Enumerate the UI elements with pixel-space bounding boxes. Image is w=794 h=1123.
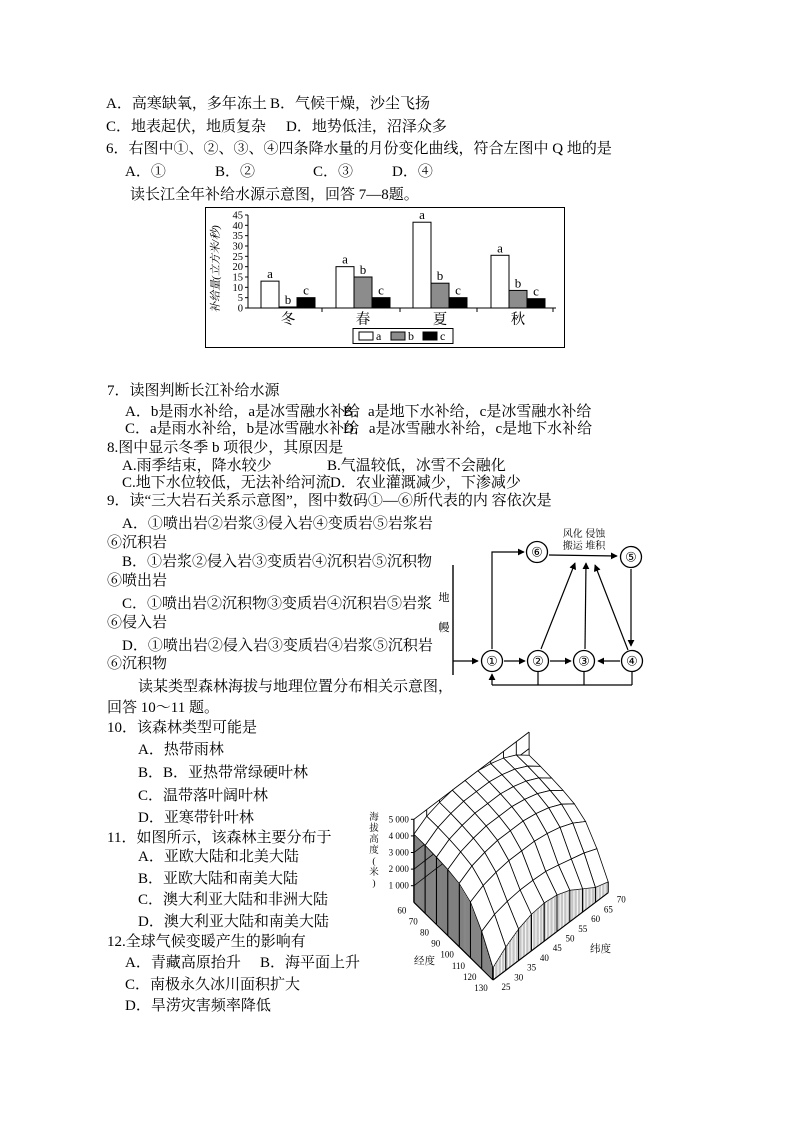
q6-option-c: C．③ xyxy=(313,164,354,180)
z-axis-label: 米 xyxy=(369,868,379,878)
z-tick-label: 5 000 xyxy=(388,814,409,825)
q7-option-c: C．a是雨水补给，b是冰雪融水补给 xyxy=(125,421,360,437)
bar-c xyxy=(449,298,467,308)
forest-elevation-surface-chart xyxy=(362,712,632,1012)
q8-stem: 8.图中显示冬季 b 项很少，其原因是 xyxy=(107,440,344,456)
y-tick-label: 35 xyxy=(527,962,537,973)
bar-label: c xyxy=(303,282,309,298)
rock-node-number: ② xyxy=(532,653,544,669)
q5-option-b: B．气候干燥，沙尘飞扬 xyxy=(270,96,431,112)
z-axis-label: 海 xyxy=(369,813,379,823)
z-axis-label: ) xyxy=(372,879,376,889)
y-tick-label: 40 xyxy=(539,952,549,963)
legend-label: a xyxy=(376,329,382,343)
q10-option-a: A．热带雨林 xyxy=(138,742,224,758)
q11-option-d: D．澳大利亚大陆和南美大陆 xyxy=(138,914,329,930)
q9-stem: 9．读“三大岩石关系示意图”，图中数码①—⑥所代表的内 容依次是 xyxy=(107,493,552,509)
bar-label: a xyxy=(342,251,348,267)
x-category-label: 春 xyxy=(355,312,371,328)
bar-label: b xyxy=(359,261,367,277)
rock-node-number: ③ xyxy=(578,653,590,669)
legend-label: c xyxy=(440,329,446,343)
x-tick-label: 90 xyxy=(431,938,441,949)
bar-a xyxy=(261,281,279,308)
y-tick-label: 10 xyxy=(232,282,243,294)
x-category-label: 冬 xyxy=(280,312,296,328)
q6-option-d: D．④ xyxy=(392,164,433,180)
y-tick-label: 0 xyxy=(237,303,243,315)
x-tick-label: 70 xyxy=(408,916,418,927)
bar-label: a xyxy=(419,207,425,223)
process-label-1: 风化 侵蚀 xyxy=(562,529,606,540)
q8-option-b: B.气温较低，冰雪不会融化 xyxy=(327,458,506,474)
x-tick-label: 80 xyxy=(420,927,429,938)
x-category-label: 夏 xyxy=(432,312,448,328)
bar-b xyxy=(509,290,527,308)
legend-swatch-b xyxy=(391,332,405,340)
river-recharge-bar-chart xyxy=(205,207,565,348)
y-tick-label: 25 xyxy=(232,251,243,263)
q11-option-b: B．亚欧大陆和南美大陆 xyxy=(138,871,299,887)
q12-option-c: C．南极永久冰川面积扩大 xyxy=(125,977,301,993)
mantle-label: 幔 xyxy=(438,622,450,634)
bar-b xyxy=(431,283,449,308)
rock-node-number: ④ xyxy=(626,653,638,669)
bar-label: c xyxy=(533,283,539,299)
bar-label: b xyxy=(284,291,292,307)
rock-node-number: ⑥ xyxy=(531,544,543,560)
q9-option-d-line2: ⑥沉积物 xyxy=(107,656,168,672)
z-axis-label: ( xyxy=(372,857,376,867)
y-axis-label: 纬度 xyxy=(590,944,611,955)
bar-label: a xyxy=(267,266,273,282)
y-tick-label: 30 xyxy=(514,972,524,983)
q9-option-d-line1: D．①喷出岩②侵入岩③变质岩④岩浆⑤沉积岩 xyxy=(122,638,433,654)
y-tick-label: 45 xyxy=(232,210,243,222)
q7-option-b: B．a是地下水补给，c是冰雪融水补给 xyxy=(343,404,592,420)
q7-option-d: D．a是冰雪融水补给，c是地下水补给 xyxy=(343,421,593,437)
bar-label: b xyxy=(514,275,522,291)
process-label-2: 搬运 堆积 xyxy=(562,541,606,552)
q11-stem: 11．如图所示，该森林主要分布于 xyxy=(107,830,332,846)
y-tick-label: 5 xyxy=(237,293,243,305)
y-tick-label: 40 xyxy=(232,220,243,232)
z-tick-label: 3 000 xyxy=(388,847,409,858)
y-tick-label: 60 xyxy=(591,914,601,925)
q12-stem: 12.全球气候变暖产生的影响有 xyxy=(107,934,306,950)
q7-8-intro: 读长江全年补给水源示意图，回答 7—8题。 xyxy=(130,187,419,203)
q10-option-c: C．温带落叶阔叶林 xyxy=(138,788,269,804)
q6-option-b: B．② xyxy=(215,164,256,180)
y-tick-label: 65 xyxy=(603,904,613,915)
q12-option-b: B．海平面上升 xyxy=(260,955,361,971)
z-axis-label: 拔 xyxy=(369,824,379,834)
x-category-label: 秋 xyxy=(510,312,526,328)
legend-swatch-a xyxy=(359,332,373,340)
q7-option-a: A．b是雨水补给，a是冰雪融水补给 xyxy=(125,404,360,420)
z-tick-label: 1 000 xyxy=(388,880,409,891)
q6-stem: 6．右图中①、②、③、④四条降水量的月份变化曲线，符合左图中 Q 地的是 xyxy=(106,141,612,157)
bar-label: c xyxy=(455,282,461,298)
q5-option-a: A．高寒缺氧，多年冻土 xyxy=(106,96,267,112)
y-tick-label: 50 xyxy=(565,933,575,944)
q8-option-d: D．农业灌溉减少，下渗减少 xyxy=(330,475,521,491)
bar-a xyxy=(413,222,431,308)
y-axis-label: 补给量(立方米/秒) xyxy=(210,225,222,313)
bar-c xyxy=(297,298,315,308)
q10-stem: 10．该森林类型可能是 xyxy=(107,720,258,736)
z-tick-label: 4 000 xyxy=(388,830,409,841)
arrow-1-to-6 xyxy=(492,552,524,649)
bar-a xyxy=(491,255,509,308)
y-tick-label: 30 xyxy=(232,241,243,253)
surface-chart-svg xyxy=(362,712,632,1012)
q12-option-d: D．旱涝灾害频率降低 xyxy=(125,998,271,1014)
y-tick-label: 25 xyxy=(501,982,511,992)
q9-option-b-line2: ⑥喷出岩 xyxy=(107,573,168,589)
legend-label: b xyxy=(408,329,414,343)
bar-b xyxy=(354,277,372,308)
bar-c xyxy=(527,299,545,308)
x-tick-label: 120 xyxy=(462,971,477,982)
z-axis-label: 高 xyxy=(369,835,379,845)
y-tick-label: 45 xyxy=(552,943,562,954)
q10-option-d: D．亚寒带针叶林 xyxy=(138,810,254,826)
z-tick-label: 2 000 xyxy=(388,864,409,875)
q9-option-a-line1: A．①喷出岩②岩浆③侵入岩④变质岩⑤岩浆岩 xyxy=(122,516,433,532)
q5-option-c: C．地表起伏，地质复杂 xyxy=(106,119,267,135)
y-tick-label: 35 xyxy=(232,231,243,243)
x-tick-label: 130 xyxy=(474,983,488,993)
q8-option-c: C.地下水位较低，无法补给河流 xyxy=(122,475,331,491)
y-tick-label: 20 xyxy=(232,262,243,274)
x-tick-label: 110 xyxy=(451,960,465,971)
rock-node-number: ① xyxy=(486,653,498,669)
q9-option-c-line2: ⑥侵入岩 xyxy=(107,615,168,631)
q11-option-c: C．澳大利亚大陆和非洲大陆 xyxy=(138,892,329,908)
q7-stem: 7．读图判断长江补给水源 xyxy=(107,383,280,399)
rock-node-number: ⑤ xyxy=(625,549,637,565)
q6-option-a: A．① xyxy=(125,164,166,180)
bar-b xyxy=(279,307,297,308)
y-tick-label: 55 xyxy=(578,923,588,934)
bar-a xyxy=(336,267,354,308)
q8-option-a: A.雨季结束，降水较少 xyxy=(122,458,272,474)
q11-option-a: A．亚欧大陆和北美大陆 xyxy=(138,849,299,865)
x-tick-label: 100 xyxy=(440,949,454,960)
q12-option-a: A．青藏高原抬升 xyxy=(125,955,241,971)
bar-label: c xyxy=(378,282,384,298)
forest-intro-line1: 读某类型森林海拔与地理位置分布相关示意图， xyxy=(138,679,454,695)
y-tick-label: 70 xyxy=(616,894,626,905)
q10-option-b: B．B．亚热带常绿硬叶林 xyxy=(138,765,309,781)
forest-intro-line2: 回答 10～11 题。 xyxy=(107,700,219,716)
bar-c xyxy=(372,298,390,308)
bar-label: b xyxy=(436,268,444,284)
mantle-label: 地 xyxy=(438,592,450,604)
legend-swatch-c xyxy=(423,332,437,340)
q5-option-d: D．地势低洼，沼泽众多 xyxy=(286,119,447,135)
x-axis-label: 经度 xyxy=(414,956,435,967)
bar-label: a xyxy=(497,240,503,256)
y-tick-label: 15 xyxy=(232,272,243,284)
q9-option-a-line2: ⑥沉积岩 xyxy=(107,535,168,551)
q9-option-c-line1: C．①喷出岩②沉积物③变质岩④沉积岩⑤岩浆 xyxy=(122,596,433,612)
x-tick-label: 60 xyxy=(397,905,407,916)
rock-cycle-svg xyxy=(435,515,680,695)
bar-chart-svg xyxy=(205,207,565,348)
q9-option-b-line1: B．①岩浆②侵入岩③变质岩④沉积岩⑤沉积物 xyxy=(122,554,433,570)
z-axis-label: 度 xyxy=(369,846,379,856)
rock-cycle-diagram xyxy=(435,515,680,695)
